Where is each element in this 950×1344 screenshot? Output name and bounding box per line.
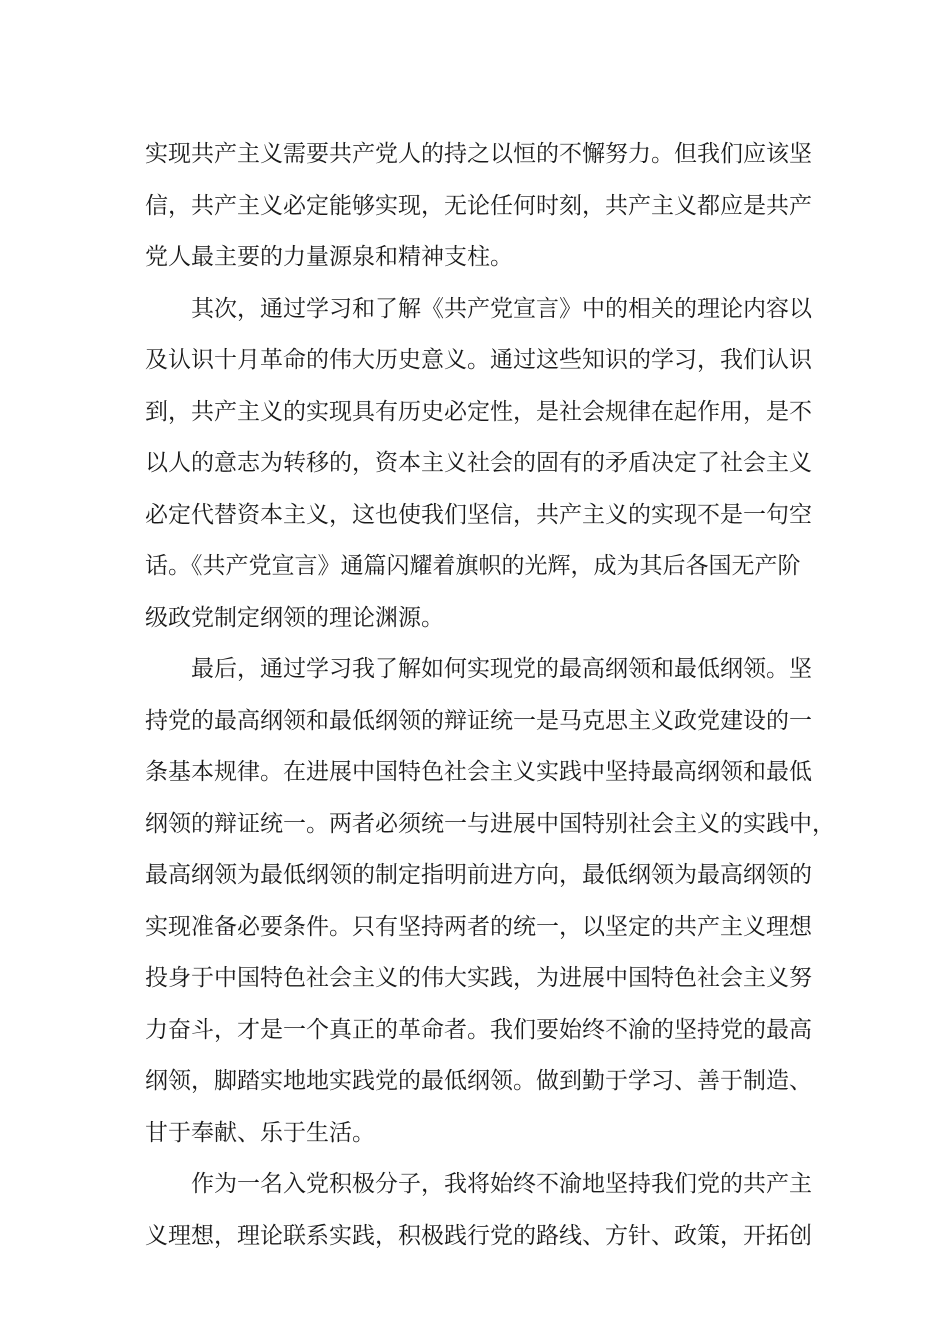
text-line: 条基本规律。在进展中国特色社会主义实践中坚持最高纲领和最低 — [145, 759, 812, 785]
text-line: 以人的意志为转移的，资本主义社会的固有的矛盾决定了社会主义 — [145, 450, 812, 476]
text-line: 甘于奉献、乐于生活。 — [145, 1119, 375, 1146]
text-line: 纲领，脚踏实地地实践党的最低纲领。做到勤于学习、善于制造、 — [145, 1068, 812, 1094]
paragraph-first-line: 其次，通过学习和了解《共产党宣言》中的相关的理论内容以 — [191, 295, 812, 322]
text-line: 必定代替资本主义，这也使我们坚信，共产主义的实现不是一句空 — [145, 501, 812, 528]
text-line: 级政党制定纲领的理论渊源。 — [145, 604, 444, 631]
text-line: 投身于中国特色社会主义的伟大实践，为进展中国特色社会主义努 — [145, 965, 812, 991]
text-line: 党人最主要的力量源泉和精神支柱。 — [145, 244, 513, 270]
text-line: 实现准备必要条件。只有坚持两者的统一，以坚定的共产主义理想 — [145, 913, 812, 940]
paragraph-first-line: 作为一名入党积极分子，我将始终不渝地坚持我们党的共产主 — [191, 1171, 812, 1197]
text-line: 纲领的辩证统一。两者必须统一与进展中国特别社会主义的实践中， — [145, 810, 835, 837]
text-line: 及认识十月革命的伟大历史意义。通过这些知识的学习，我们认识 — [145, 347, 812, 373]
text-line: 实现共产主义需要共产党人的持之以恒的不懈努力。但我们应该坚 — [145, 141, 812, 167]
text-line: 义理想，理论联系实践，积极践行党的路线、方针、政策，开拓创 — [145, 1222, 812, 1249]
text-line: 最高纲领为最低纲领的制定指明前进方向，最低纲领为最高纲领的 — [145, 862, 812, 888]
paragraph-first-line: 最后，通过学习我了解如何实现党的最高纲领和最低纲领。坚 — [191, 656, 812, 682]
text-line: 话。《共产党宣言》通篇闪耀着旗帜的光辉，成为其后各国无产阶 — [145, 553, 801, 579]
text-line: 持党的最高纲领和最低纲领的辩证统一是马克思主义政党建设的一 — [145, 707, 812, 734]
body-text — [145, 129, 835, 1262]
text-line: 信，共产主义必定能够实现，无论任何时刻，共产主义都应是共产 — [145, 192, 812, 219]
text-line: 力奋斗，才是一个真正的革命者。我们要始终不渝的坚持党的最高 — [145, 1016, 812, 1043]
text-line: 到，共产主义的实现具有历史必定性，是社会规律在起作用，是不 — [145, 398, 812, 425]
